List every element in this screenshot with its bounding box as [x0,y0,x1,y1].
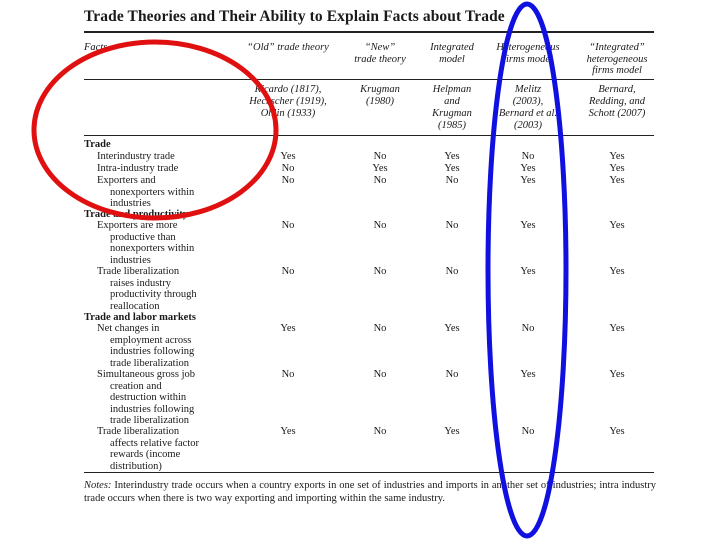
table-cell-heterogeneous: No [521,426,535,437]
notes-text: Interindustry trade occurs when a country exports in one set of industries and imports in another set of industries; intra industry trade occurs when there is two way exporting and importing within the same industry. [84,480,656,504]
table-cell-heterogeneous: No [521,151,535,162]
table-cell-old: No [281,369,295,380]
row-label-line: Exporters are more [97,220,178,231]
blue-ellipse-annotation [488,4,566,536]
citation-integrated_het: Bernard, Redding, and Schott (2007) [588,84,646,119]
table-cell-integrated: Yes [444,163,460,174]
table-cell-old: Yes [280,151,296,162]
row-label-line: industries following [110,403,195,415]
row-label-line: creation and [110,380,162,392]
table-cell-new: No [373,151,387,162]
table-cell-heterogeneous: Yes [520,163,536,174]
row-label-line: industries [110,198,151,209]
table-cell-integrated: No [445,175,459,186]
table-cell-new: No [373,266,387,277]
table-cell-integrated: No [445,220,459,231]
table-cell-old: Yes [280,426,296,437]
table-cell-old: Yes [280,323,296,334]
citation-integrated: Helpman and Krugman (1985) [432,84,472,131]
row-label-line: Exporters and [97,175,156,186]
header-integrated_het: “Integrated” heterogeneous firms model [586,42,648,76]
row-label-line: Trade and labor markets [84,312,196,323]
table-cell-new: No [373,323,387,334]
row-label-line: Interindustry trade [97,151,175,162]
table-cell-old: No [281,175,295,186]
row-label-line: Simultaneous gross job [97,369,196,380]
table-cell-new: No [373,426,387,437]
row-label-line: employment across [110,334,192,346]
table-cell-integrated_het: Yes [609,175,625,186]
table-cell-heterogeneous: Yes [520,175,536,186]
table-cell-new: No [373,220,387,231]
row-label-line: distribution) [110,460,162,472]
notes-prefix: Notes: [84,480,112,491]
row-label-line: raises industry [110,277,171,289]
row-label-line: productive than [110,231,176,243]
row-label-line: destruction within [110,392,187,403]
table-cell-integrated_het: Yes [609,323,625,334]
row-label-line: productivity through [110,289,197,300]
row-label-line: Trade and productivity [84,209,189,220]
table-cell-integrated_het: Yes [609,163,625,174]
header-facts: Facts [84,42,108,53]
row-label-line: Trade liberalization [97,266,180,277]
row-label-line: rewards (income [110,449,181,460]
table-cell-old: No [281,163,295,174]
table-cell-heterogeneous: Yes [520,220,536,231]
table-cell-heterogeneous: No [521,323,535,334]
row-label-line: industries following [110,346,195,357]
table-cell-integrated: Yes [444,426,460,437]
table-cell-new: No [373,369,387,380]
table-cell-integrated: No [445,369,459,380]
table-title: Trade Theories and Their Ability to Explain Facts about Trade [84,8,505,25]
table-cell-integrated_het: Yes [609,426,625,437]
table-cell-integrated: Yes [444,151,460,162]
citation-new: Krugman (1980) [360,84,400,107]
table-cell-heterogeneous: Yes [520,266,536,277]
citation-old: Ricardo (1817), Heckscher (1919), Ohlin (1933) [249,84,327,119]
row-label-line: Net changes in [97,323,160,334]
row-label-line: nonexporters within [110,186,195,198]
table-cell-integrated: Yes [444,323,460,334]
header-heterogeneous: Heterogeneous firms model [496,42,560,65]
row-label-line: Trade [84,139,111,150]
header-old: “Old” trade theory [247,42,329,53]
row-label-line: Trade liberalization [97,426,180,437]
table-cell-old: No [281,220,295,231]
table-cell-new: No [373,175,387,186]
table-cell-integrated: No [445,266,459,277]
table-cell-old: No [281,266,295,277]
row-label-line: nonexporters within [110,243,195,254]
header-new: “New” trade theory [354,42,406,65]
table-cell-integrated_het: Yes [609,151,625,162]
table-cell-integrated_het: Yes [609,266,625,277]
row-label-line: trade liberalization [110,357,190,369]
table-cell-new: Yes [372,163,388,174]
citation-heterogeneous: Melitz (2003), Bernard et al. (2003) [498,84,558,131]
table-cell-integrated_het: Yes [609,220,625,231]
red-circle-annotation [34,42,276,218]
row-label-line: Intra-industry trade [97,163,179,174]
header-integrated: Integrated model [430,42,474,65]
row-label-line: industries [110,254,151,266]
row-label-line: reallocation [110,300,160,312]
row-label-line: affects relative factor [110,437,199,449]
table-cell-integrated_het: Yes [609,369,625,380]
table-cell-heterogeneous: Yes [520,369,536,380]
row-label-line: trade liberalization [110,415,190,426]
